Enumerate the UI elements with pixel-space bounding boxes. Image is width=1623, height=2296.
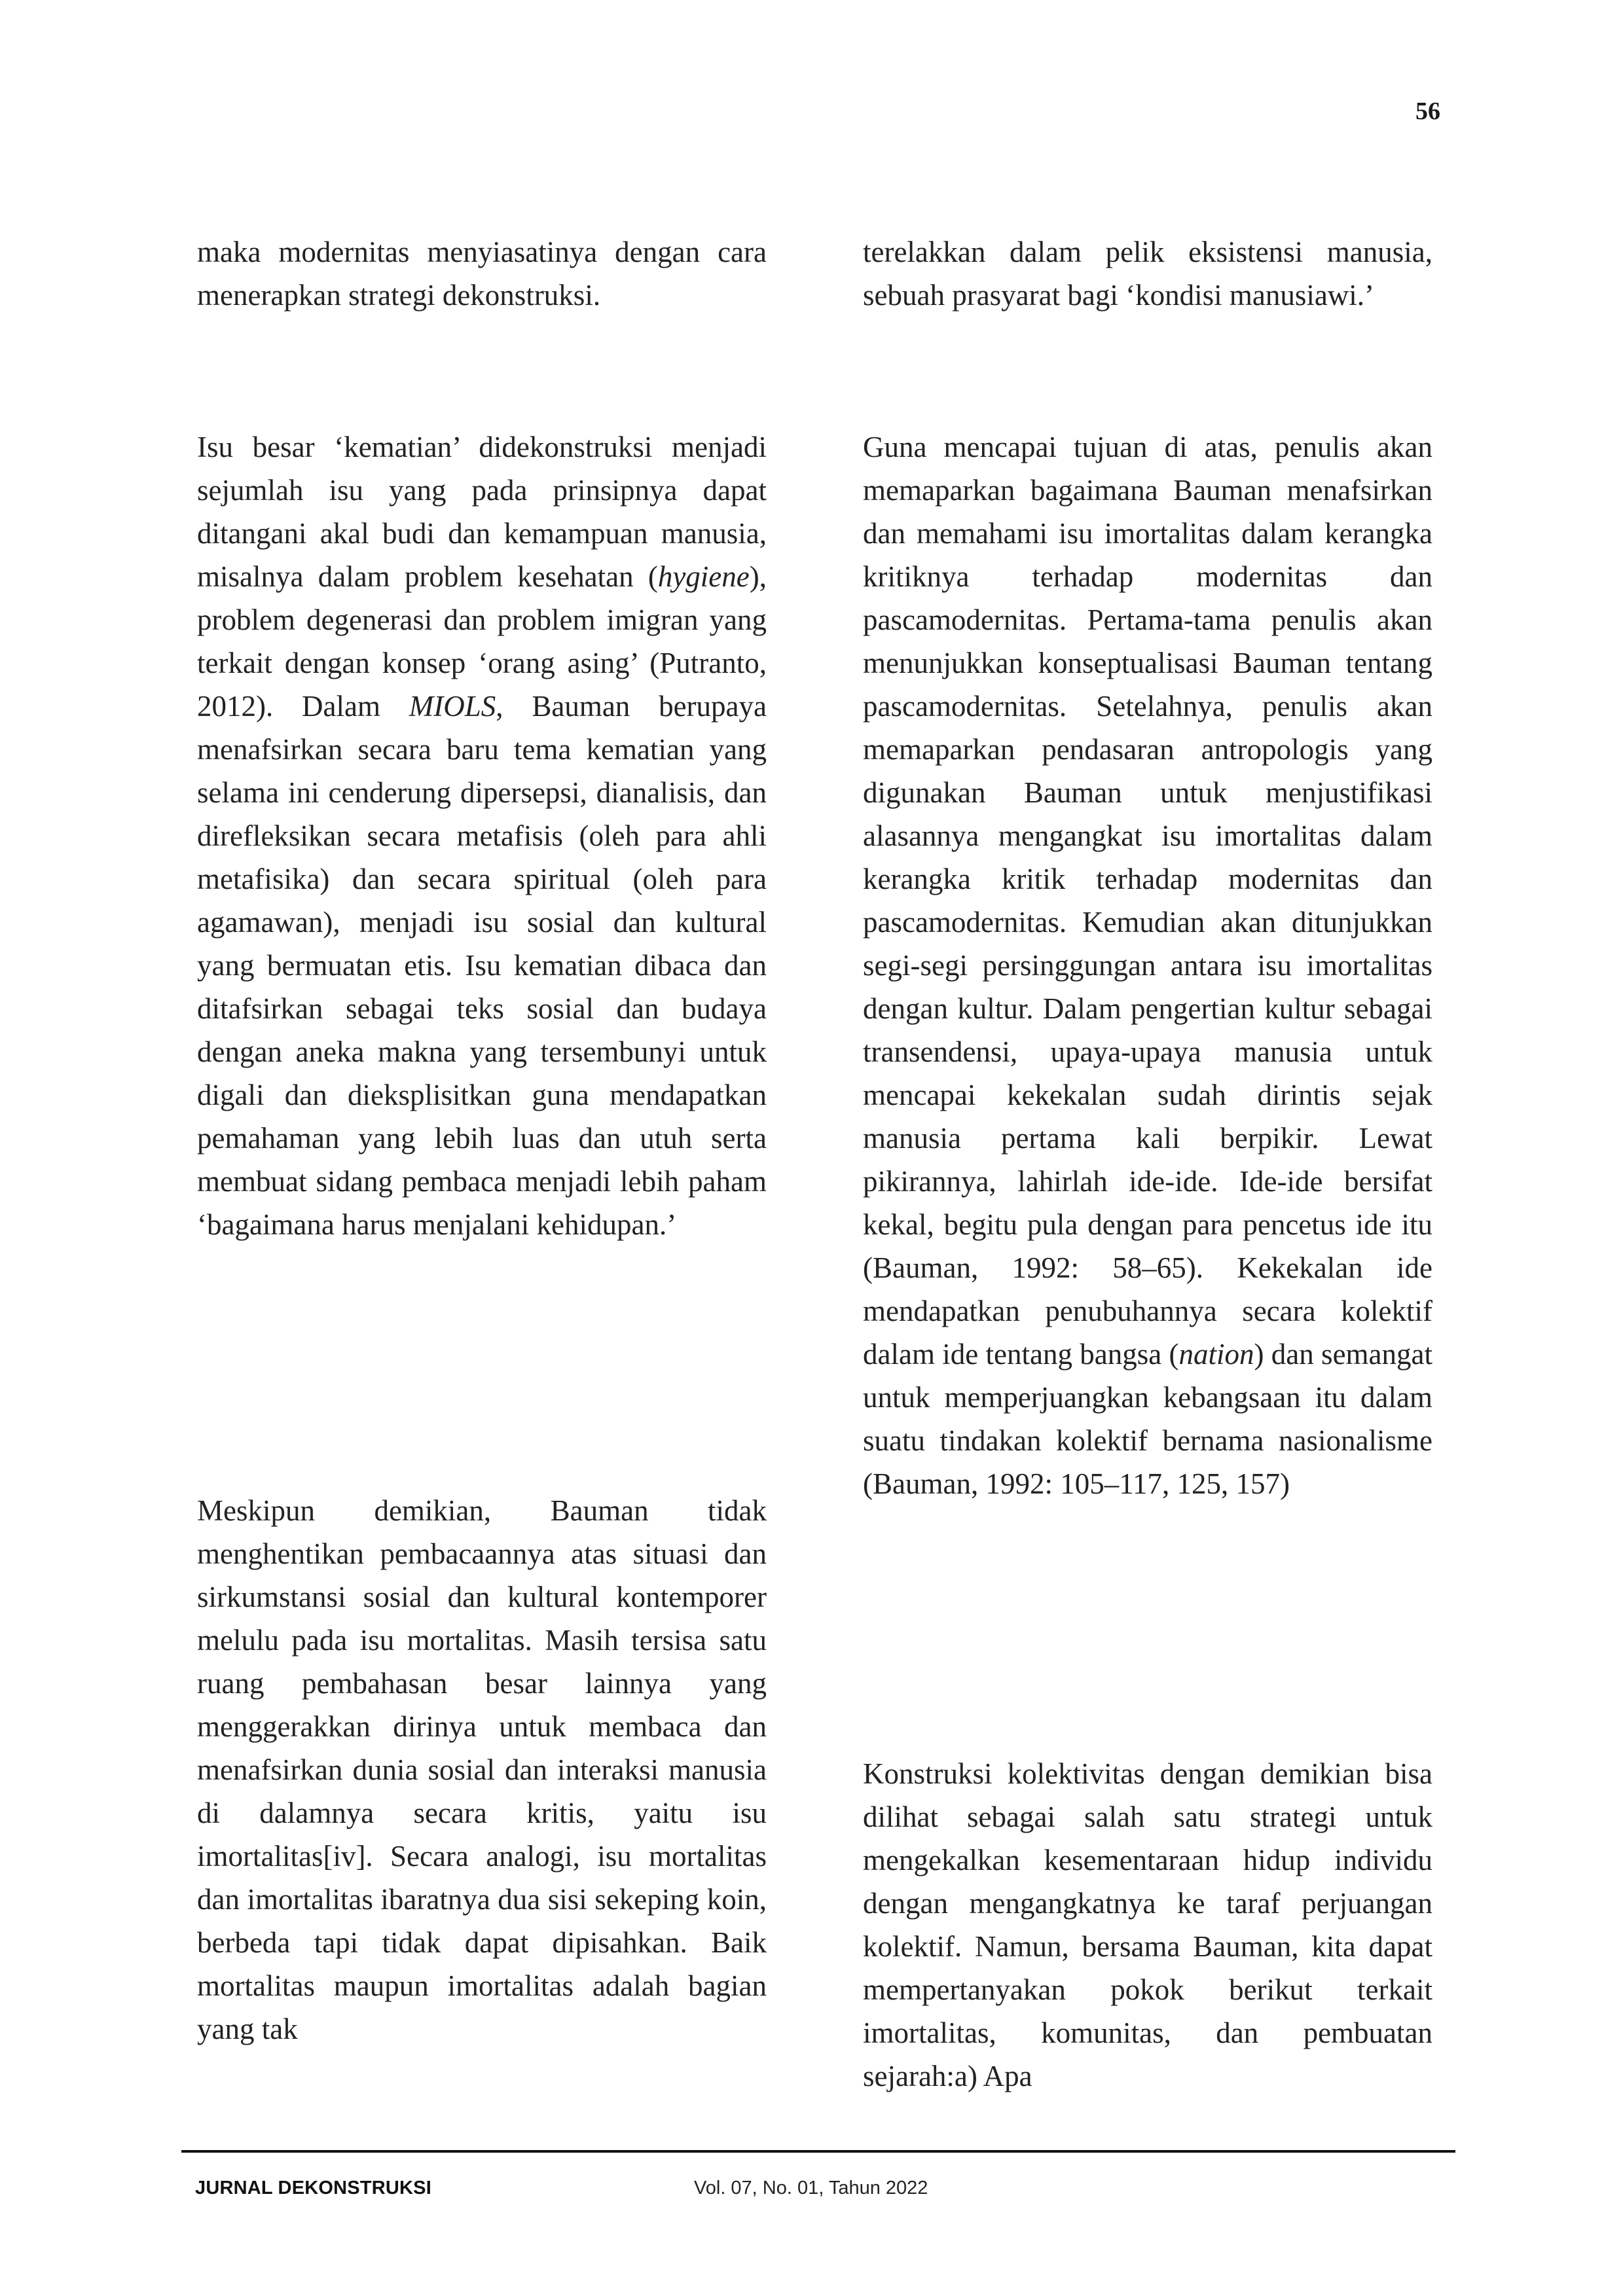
left-paragraph-2 (197, 425, 767, 1246)
text-run: , Bauman berupaya menafsirkan secara baru tema kematian yang selama ini cenderung dipersepsi, dianalisis, dan direfleksikan secara metafisis (oleh para ahli metafisika) dan secara spiritual (oleh para agamawan), menjadi isu sosial dan kultural yang bermuatan etis. Isu kematian dibaca dan ditafsirkan sebagai teks sosial dan budaya dengan aneka makna yang tersembunyi untuk digali dan dieksplisitkan guna mendapatkan pemahaman yang lebih luas dan utuh serta membuat sidang pembaca menjadi lebih paham ‘bagaimana harus menjalani kehidupan.’ (197, 690, 767, 1241)
paragraph-text: Meskipun demikian, Bauman tidak menghentikan pembacaannya atas situasi dan sirkumstansi sosial dan kultural kontemporer melulu pada isu mortalitas. Masih tersisa satu ruang pembahasan besar lainnya yang menggerakkan dirinya untuk membaca dan menafsirkan dunia sosial dan interaksi manusia di dalamnya secara kritis, yaitu isu imortalitas[iv]. Secara analogi, isu mortalitas dan imortalitas ibaratnya dua sisi sekeping koin, berbeda tapi tidak dapat dipisahkan. Baik mortalitas maupun imortalitas adalah bagian yang tak (197, 1494, 767, 2045)
italic-term: MIOLS (409, 690, 496, 723)
italic-term: nation (1178, 1338, 1254, 1371)
right-paragraph-3 (863, 1752, 1432, 2098)
text-run: ) dan semangat untuk memperjuangkan kebangsaan itu dalam suatu tindakan kolektif bernama nasionalisme (Bauman, 1992: 105–117, 125, 157) (863, 1338, 1432, 1500)
page-number: 56 (1415, 98, 1440, 125)
right-paragraph-2 (863, 425, 1432, 1505)
footer-divider (181, 2150, 1455, 2153)
paragraph-text: maka modernitas menyiasatinya dengan cara menerapkan strategi dekonstruksi. (197, 236, 767, 312)
text-run: ), problem degenerasi dan problem imigran yang terkait dengan konsep ‘orang asing’ (Putranto, 2012). Dalam (197, 560, 767, 723)
left-paragraph-1 (197, 230, 767, 317)
left-paragraph-3 (197, 1489, 767, 2051)
footer-volume-info: Vol. 07, No. 01, Tahun 2022 (694, 2178, 928, 2198)
italic-term: hygiene (657, 560, 750, 593)
right-paragraph-1 (863, 230, 1432, 317)
paragraph-text (197, 425, 767, 1246)
paragraph-text: Konstruksi kolektivitas dengan demikian bisa dilihat sebagai salah satu strategi untuk mengekalkan kesementaraan hidup individu dengan mengangkatnya ke taraf perjuangan kolektif. Namun, bersama Bauman, kita dapat mempertanyakan pokok berikut terkait imortalitas, komunitas, dan pembuatan sejarah:a) Apa (863, 1757, 1432, 2092)
paragraph-text: terelakkan dalam pelik eksistensi manusia, sebuah prasyarat bagi ‘kondisi manusiawi.’ (863, 236, 1432, 312)
text-run: Guna mencapai tujuan di atas, penulis akan memaparkan bagaimana Bauman menafsirkan dan memahami isu imortalitas dalam kerangka kritiknya terhadap modernitas dan pascamodernitas. Pertama-tama penulis akan menunjukkan konseptualisasi Bauman tentang pascamodernitas. Setelahnya, penulis akan memaparkan pendasaran antropologis yang digunakan Bauman untuk menjustifikasi alasannya mengangkat isu imortalitas dalam kerangka kritik terhadap modernitas dan pascamodernitas. Kemudian akan ditunjukkan segi-segi persinggungan antara isu imortalitas dengan kultur. Dalam pengertian kultur sebagai transendensi, upaya-upaya manusia untuk mencapai kekekalan sudah dirintis sejak manusia pertama kali berpikir. Lewat pikirannya, lahirlah ide-ide. Ide-ide bersifat kekal, begitu pula dengan para pencetus ide itu (Bauman, 1992: 58–65). Kekekalan ide mendapatkan penubuhannya secara kolektif dalam ide tentang bangsa ( (863, 431, 1432, 1371)
footer-journal-name: JURNAL DEKONSTRUKSI (195, 2178, 431, 2198)
text-run: Isu besar ‘kematian’ didekonstruksi menjadi sejumlah isu yang pada prinsipnya dapat ditangani akal budi dan kemampuan manusia, misalnya dalam problem kesehatan ( (197, 431, 767, 593)
paragraph-text (863, 425, 1432, 1505)
